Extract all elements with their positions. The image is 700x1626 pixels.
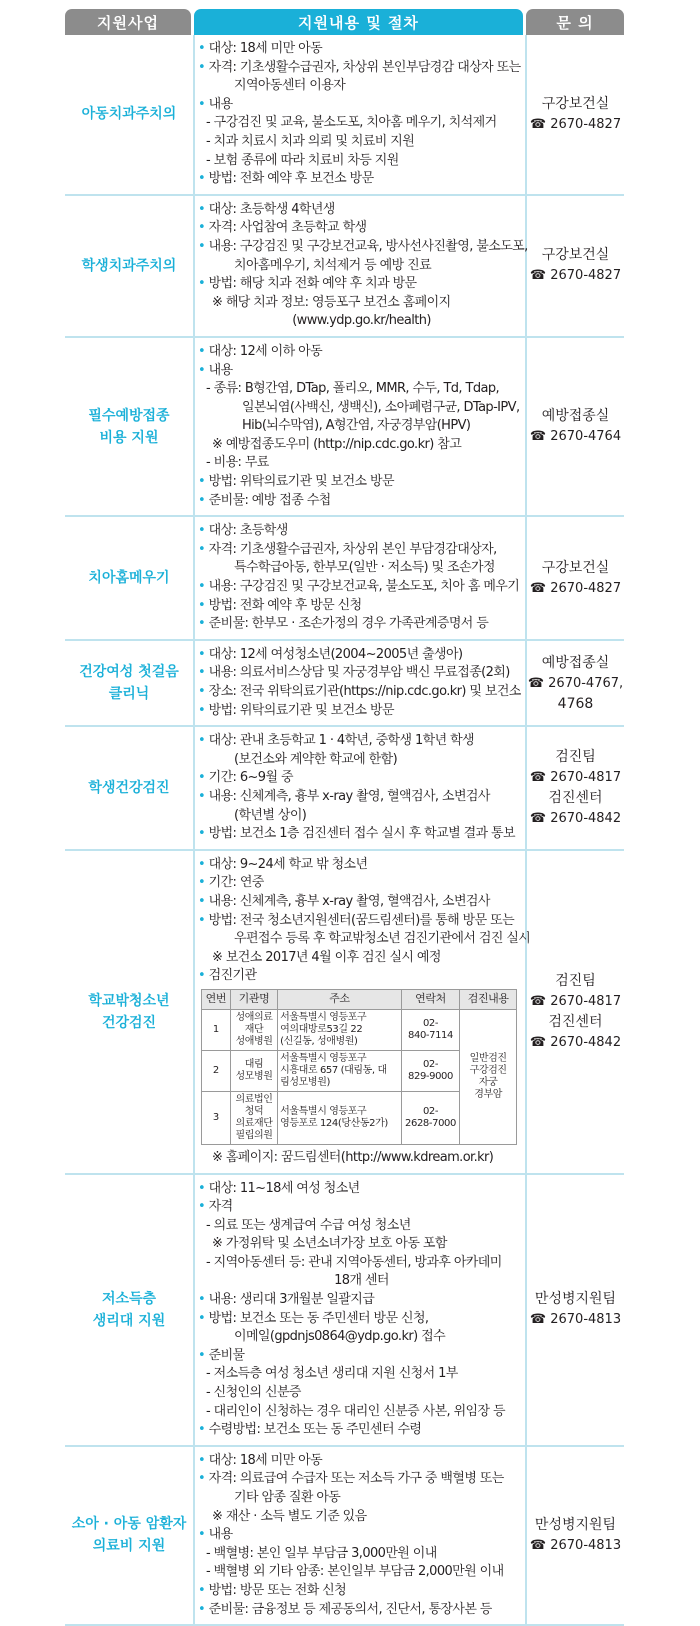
clinic-tel: 02- 840-7114 [401,1009,460,1050]
content-text: 일본뇌염(사백신, 생백신), 소아폐렴구균, DTap-IPV, [242,399,520,415]
content-text: ※ 가정위탁 및 소년소녀가장 보호 아동 포함 [212,1236,447,1252]
content-line [198,967,525,986]
clinic-no: 3 [202,1091,231,1144]
content-text: 기간: 6~9월 중 [208,770,293,786]
content-line [198,40,525,59]
bullet-icon: • [198,968,209,984]
program-name: 학생건강검진 [65,726,194,850]
content-line [198,417,525,436]
program-details [194,35,526,195]
program-name: 학교밖청소년 건강검진 [65,850,194,1174]
program-row [65,337,624,516]
program-contact [526,640,624,726]
bullet-icon: • [198,1422,209,1438]
bullet-icon: • [198,1180,209,1196]
bullet-icon: • [198,770,209,786]
content-line [198,343,525,362]
clinic-header-cell: 연락처 [401,989,460,1009]
department-name: 검진팀 [555,972,596,989]
content-text: - 지역아동센터 등: 관내 지역아동센터, 방과후 아카데미 [206,1254,502,1270]
bullet-icon: • [198,201,209,217]
content-text: 내용 [208,362,233,378]
content-text: - 구강검진 및 교육, 불소도포, 치아홈 메우기, 치석제거 [206,115,497,131]
content-line [198,732,525,751]
clinic-header-cell: 주소 [278,989,402,1009]
content-text: 대상: 관내 초등학교 1 · 4학년, 중학생 1학년 학생 [208,733,475,749]
content-text: 방법: 전국 청소년지원센터(꿈드림센터)를 통해 방문 또는 [208,912,515,928]
bullet-icon: • [198,702,209,718]
bullet-icon: • [198,171,209,187]
phone-number: ☎ 2670-4827 [529,268,622,284]
content-text: 대상: 12세 여성청소년(2004~2005년 출생아) [208,646,463,662]
content-line [198,1545,525,1564]
clinic-name: 대림 성모병원 [230,1050,277,1091]
content-line [198,294,525,313]
content-line [198,1403,525,1422]
bullet-icon: • [198,826,209,842]
program-name: 소아 · 아동 암환자 의료비 지원 [65,1446,194,1625]
bullet-icon: • [198,1582,209,1598]
content-text: 치아홈메우기, 치석제거 등 예방 진료 [234,257,432,273]
content-text: 준비물: 금융정보 등 제공동의서, 진단서, 통장사본 등 [208,1601,492,1617]
content-text: 내용: 생리대 3개월분 일괄지급 [208,1292,375,1308]
program-name: 저소득층 생리대 지원 [65,1174,194,1446]
content-line [198,1384,525,1403]
program-contact [526,850,624,1174]
phone-number: ☎ 2670-4827 [529,580,622,596]
header-contact: 문 의 [526,9,624,35]
bullet-icon: • [198,276,209,292]
content-text: 자격: 기초생활수급권자, 차상위 본인 부담경감대상자, [208,541,497,557]
bullet-icon: • [198,362,209,378]
content-line [198,1217,525,1236]
content-line [198,1198,525,1217]
content-line [198,856,525,875]
content-line [198,615,525,634]
program-name: 아동치과주치의 [65,35,194,195]
content-text: 자격: 의료급여 수급자 또는 저소득 가구 중 백혈병 또는 [208,1471,504,1487]
bullet-icon: • [198,788,209,804]
bullet-icon: • [198,856,209,872]
content-line [198,751,525,770]
bullet-icon: • [198,1527,209,1543]
content-line [198,1291,525,1310]
phone-number: ☎ 2670-4842 [529,810,622,826]
department-name: 4768 [557,695,594,712]
content-line [198,133,525,152]
content-line [198,541,525,560]
content-text: Hib(뇌수막염), A형간염, 자궁경부암(HPV) [242,418,471,434]
clinic-header-cell: 기관명 [230,989,277,1009]
content-text: 방법: 보건소 1층 검진센터 접수 실시 후 학교별 결과 통보 [208,826,515,842]
content-line [198,257,525,276]
department-name: 구강보건실 [541,95,610,112]
content-line [198,77,525,96]
content-line [198,912,525,931]
program-row [65,195,624,337]
content-line [198,559,525,578]
content-text: - 보험 종류에 따라 치료비 차등 지원 [206,152,399,168]
content-line [198,362,525,381]
content-text: 18개 센터 [334,1273,389,1289]
bullet-icon: • [198,912,209,928]
department-name: 예방접종실 [541,654,610,671]
content-text: 기간: 연중 [208,875,264,891]
content-text: 방법: 보건소 또는 동 주민센터 방문 신청, [208,1310,429,1326]
content-text: 자격: 사업참여 초등학교 학생 [208,220,367,236]
content-line [198,1489,525,1508]
program-details [194,1446,526,1625]
content-text: ※ 예방접종도우미 (http://nip.cdc.go.kr) 참고 [212,436,462,452]
bullet-icon: • [198,893,209,909]
program-contact [526,516,624,640]
content-text: - 의료 또는 생계급여 수급 여성 청소년 [206,1217,411,1233]
content-line [198,807,525,826]
content-text: 특수학급아동, 한부모(일반 · 저소득) 및 조손가정 [234,560,495,576]
bullet-icon: • [198,59,209,75]
content-line [198,275,525,294]
bullet-icon: • [198,220,209,236]
phone-number: ☎ 2670-4842 [529,1034,622,1050]
phone-number: ☎ 2670-4817 [529,769,622,785]
bullet-icon: • [198,579,209,595]
content-line [198,380,525,399]
program-row [65,726,624,850]
program-row [65,850,624,1174]
program-contact [526,337,624,516]
clinic-header-cell: 검진내용 [460,989,517,1009]
content-text: 이메일(gpdnjs0864@ydp.go.kr) 접수 [234,1329,446,1345]
content-line [198,1310,525,1329]
content-line [198,1582,525,1601]
content-line [198,597,525,616]
content-text: 대상: 9~24세 학교 밖 청소년 [208,856,368,872]
bullet-icon: • [198,343,209,359]
program-name: 필수예방접종 비용 지원 [65,337,194,516]
bullet-icon: • [198,238,209,254]
content-line [198,874,525,893]
content-line [198,1272,525,1291]
content-text: ※ 홈페이지: 꿈드림센터(http://www.kdream.or.kr) [212,1149,494,1165]
content-text: ※ 재산 · 소득 별도 기준 있음 [212,1508,367,1524]
bullet-icon: • [198,1601,209,1617]
content-text: 대상: 11~18세 여성 청소년 [208,1180,360,1196]
content-text: 대상: 초등학생 4학년생 [208,201,335,217]
content-text: 방법: 전화 예약 후 보건소 방문 [208,171,374,187]
header-details: 지원내용 및 절차 [194,9,523,35]
bullet-icon: • [198,492,209,508]
content-text: 준비물 [208,1347,245,1363]
content-text: 내용: 구강검진 및 구강보건교육, 불소도포, 치아 홈 메우기 [208,579,520,595]
clinic-tel: 02- 2628-7000 [401,1091,460,1144]
program-details [194,726,526,850]
bullet-icon: • [198,1310,209,1326]
content-line [198,683,525,702]
program-details [194,850,531,1174]
content-text: 장소: 전국 위탁의료기관(https://nip.cdc.go.kr) 및 보건소 [208,684,521,699]
content-line [198,1254,525,1273]
clinic-table [201,989,517,1145]
content-text: 준비물: 예방 접종 수첩 [208,492,331,508]
content-line [198,492,525,511]
content-line [198,312,525,331]
phone-number: ☎ 2670-4817 [529,993,622,1009]
content-text: 내용: 신체계측, 흉부 x-ray 촬영, 혈액검사, 소변검사 [208,788,490,804]
clinic-no: 1 [202,1009,231,1050]
content-line [198,930,531,949]
content-line [198,664,525,683]
content-text: 검진기관 [208,968,257,984]
content-text: 지역아동센터 이용자 [234,78,346,94]
content-text: 방법: 위탁의료기관 및 보건소 방문 [208,702,394,718]
clinic-header-cell: 연번 [202,989,231,1009]
content-text: 대상: 18세 미만 아동 [208,41,323,56]
content-line [198,1365,525,1384]
content-line [198,454,525,473]
content-line [198,436,525,455]
content-text: (보건소와 계약한 학교에 한함) [234,751,398,767]
department-name: 만성병지원팀 [534,1516,617,1533]
content-text: 준비물: 한부모 · 조손가정의 경우 가족관계증명서 등 [208,616,489,632]
department-name: 검진센터 [548,1013,603,1030]
content-line [198,1328,525,1347]
content-line [198,201,525,220]
bullet-icon: • [198,665,209,681]
program-contact [526,1174,624,1446]
phone-number: ☎ 2670-4813 [529,1537,622,1553]
content-line [198,893,525,912]
content-line [198,96,525,115]
department-name: 구강보건실 [541,247,610,264]
content-text: 내용: 신체계측, 흉부 x-ray 촬영, 혈액검사, 소변검사 [208,893,490,909]
content-line [198,1347,525,1366]
content-line [198,1235,525,1254]
content-line [198,1526,525,1545]
content-line [198,152,525,171]
clinic-name: 성애의료 재단 성애병원 [230,1009,277,1050]
content-line [198,949,525,968]
program-row [65,516,624,640]
content-text: - 종류: B형간염, DTap, 폴리오, MMR, 수두, Td, Tdap, [206,381,500,397]
content-line [198,769,525,788]
bullet-icon: • [198,597,209,613]
content-line [198,1149,525,1168]
content-text: - 비용: 무료 [206,455,269,471]
bullet-icon: • [198,1347,209,1363]
bullet-icon: • [198,646,209,662]
clinic-exam-content: 일반검진 구강검진 자궁 경부암 [460,1009,517,1144]
clinic-tel: 02- 829-9000 [401,1050,460,1091]
content-text: 방법: 전화 예약 후 방문 신청 [208,597,362,613]
bullet-icon: • [198,1292,209,1308]
content-line [198,825,525,844]
content-text: ※ 해당 치과 정보: 영등포구 보건소 홈페이지 [212,294,451,310]
phone-number: ☎ 2670-4813 [529,1312,622,1328]
content-line [198,114,525,133]
content-text: 우편접수 등록 후 학교밖청소년 검진기관에서 검진 실시 [234,931,531,947]
content-text: 기타 암종 질환 아동 [234,1490,341,1505]
program-row [65,1446,624,1625]
program-details [194,516,526,640]
content-line [198,473,525,492]
program-name: 치아홈메우기 [65,516,194,640]
program-name: 학생치과주치의 [65,195,194,337]
content-text: 자격 [208,1199,233,1215]
content-text: 내용 [208,96,233,112]
content-text: ※ 보건소 2017년 4월 이후 검진 실시 예정 [212,949,441,965]
content-text: 대상: 18세 미만 아동 [208,1452,323,1468]
phone-number: ☎ 2670-4764 [529,429,622,445]
header-program: 지원사업 [65,9,191,35]
department-name: 검진팀 [555,748,596,765]
program-contact [526,195,624,337]
content-line [198,1508,525,1527]
program-details [194,640,526,726]
content-line [198,399,525,418]
content-line [198,1421,525,1440]
clinic-row [202,1009,517,1050]
content-line [198,702,525,721]
bullet-icon: • [198,96,209,112]
content-text: - 신청인의 신분증 [206,1385,301,1401]
content-line [198,578,525,597]
program-row [65,640,624,726]
content-line [198,238,528,257]
bullet-icon: • [198,733,209,749]
content-line [198,788,525,807]
content-text: 자격: 기초생활수급권자, 차상위 본인부담경감 대상자 또는 [208,59,521,75]
department-name: 구강보건실 [541,559,610,576]
program-details [194,1174,526,1446]
phone-number: ☎ 2670-4767, [527,675,624,691]
bullet-icon: • [198,41,209,56]
bullet-icon: • [198,1471,209,1487]
content-text: 내용 [208,1527,233,1543]
clinic-address: 서울특별시 영등포구 여의대방로53길 22 (신길동, 성애병원) [278,1009,402,1050]
content-text: 방법: 해당 치과 전화 예약 후 치과 방문 [208,276,417,292]
department-name: 예방접종실 [541,408,610,425]
content-line [198,1563,525,1582]
content-text: 내용: 의료서비스상담 및 자궁경부암 백신 무료접종(2회) [208,665,510,681]
content-text: - 백혈병: 본인 일부 부담금 3,000만원 이내 [206,1545,437,1561]
bullet-icon: • [198,616,209,632]
program-details [194,337,526,516]
content-text: - 치과 치료시 치과 의뢰 및 치료비 지원 [206,133,415,149]
program-contact [526,726,624,850]
content-text: 방법: 위탁의료기관 및 보건소 방문 [208,474,394,490]
program-details [194,195,526,337]
content-line [198,646,525,665]
content-text: 방법: 방문 또는 전화 신청 [208,1582,347,1598]
bullet-icon: • [198,541,209,557]
program-table [65,35,624,1626]
content-text: 수령방법: 보건소 또는 동 주민센터 수령 [208,1422,422,1438]
content-text: - 백혈병 외 기타 암종: 본인일부 부담금 2,000만원 이내 [206,1564,504,1580]
clinic-address: 서울특별시 영등포구 시흥대로 657 (대림동, 대 림성모병원) [278,1050,402,1091]
bullet-icon: • [198,474,209,490]
content-line [198,59,525,78]
content-line [198,1452,525,1471]
content-text: - 저소득층 여성 청소년 생리대 지원 신청서 1부 [206,1366,458,1382]
content-text: (학년별 상이) [234,807,307,823]
content-line [198,1180,525,1199]
clinic-address: 서울특별시 영등포구 영등포로 124(당산동2가) [278,1091,402,1144]
bullet-icon: • [198,1452,209,1468]
department-name: 만성병지원팀 [534,1291,617,1308]
clinic-name: 의료법인청덕 의료재단 필립의원 [230,1091,277,1144]
content-text: 내용: 구강검진 및 구강보건교육, 방사선사진촬영, 불소도포, [208,238,528,254]
content-text: 대상: 초등학생 [208,523,288,539]
department-name: 검진센터 [548,789,603,806]
content-line [198,170,525,189]
clinic-header-row [202,989,517,1009]
clinic-no: 2 [202,1050,231,1091]
program-row [65,1174,624,1446]
bullet-icon: • [198,523,209,539]
bullet-icon: • [198,1199,209,1215]
content-line [198,1601,525,1620]
bullet-icon: • [198,875,209,891]
content-line [198,219,525,238]
program-contact [526,1446,624,1625]
phone-number: ☎ 2670-4827 [529,116,622,132]
program-contact [526,35,624,195]
program-name: 건강여성 첫걸음 클리닉 [65,640,194,726]
content-text: - 대리인이 신청하는 경우 대리인 신분증 사본, 위임장 등 [206,1403,505,1419]
content-text: (www.ydp.go.kr/health) [292,313,431,329]
content-line [198,1470,525,1489]
content-text: 대상: 12세 이하 아동 [208,343,323,359]
content-line [198,522,525,541]
bullet-icon: • [198,684,209,699]
program-row [65,35,624,195]
